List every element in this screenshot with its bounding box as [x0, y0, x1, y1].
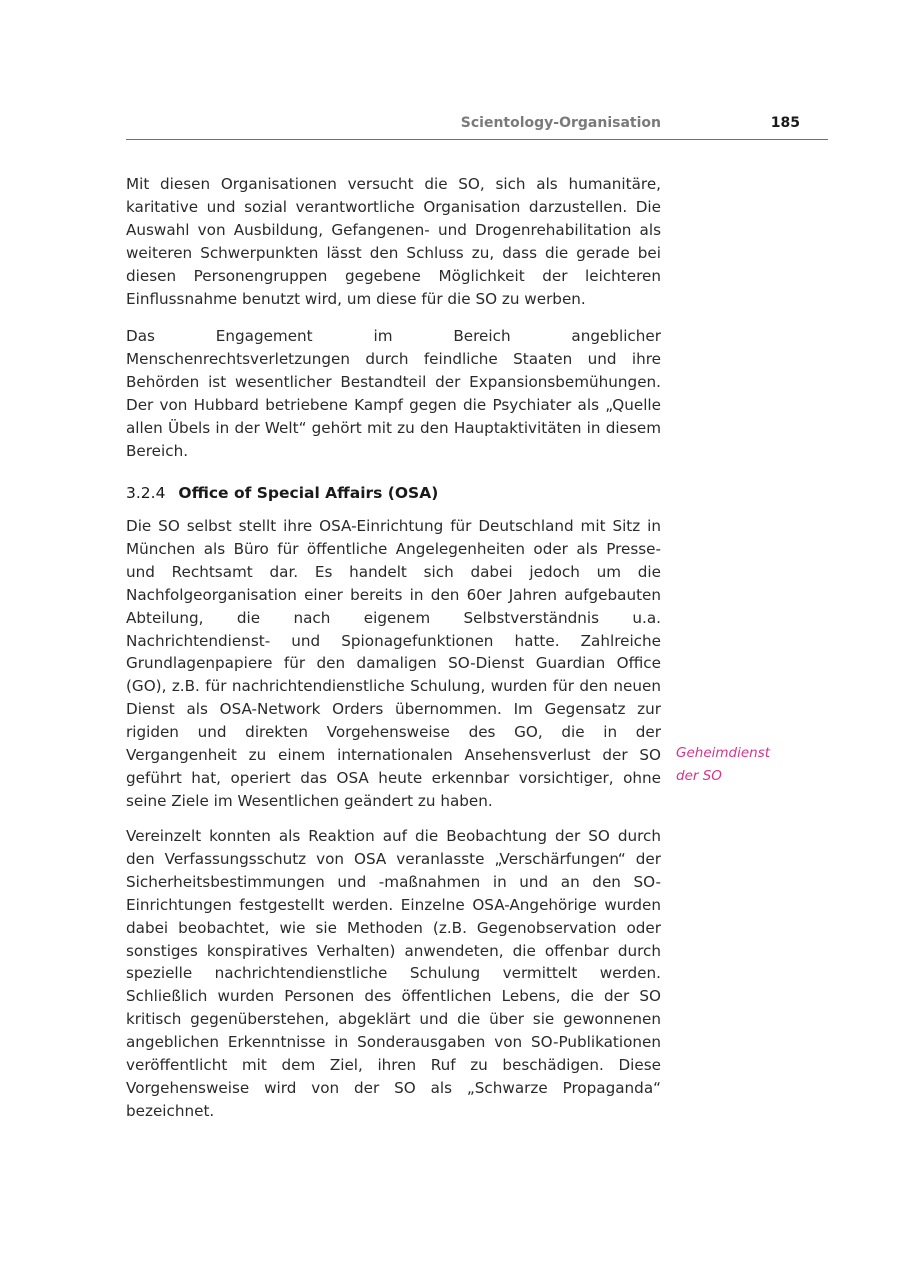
page-header [126, 113, 828, 140]
paragraph-organisations: Mit diesen Organisationen versucht die SO, sich als humanitäre, karitative und sozial verantwortliche Organisation darzustellen. Die Auswahl von Ausbildung, Gefangenen- und Drogenrehabilitation als weiteren Schwerpunkten lässt den Schluss zu, dass die gerade bei diesen Personengruppen gegebene Möglichkeit der leichteren Einflussnahme benutzt wird, um diese für die SO zu werben. [126, 175, 661, 308]
section-heading [126, 481, 661, 505]
margin-note-line-2: der SO [676, 767, 722, 784]
paragraph-osa-description: Die SO selbst stellt ihre OSA-Einrichtung für Deutschland mit Sitz in München als Büro für öffentliche Angelegenheiten oder als Presse- und Rechtsamt dar. Es handelt sich dabei jedoch um die Nachfolgeorganisation einer bereits in den 60er Jahren aufgebauten Abteilung, die nach eigenem Selbstverständnis u.a. Nachrichtendienst- und Spionagefunktionen hatte. Zahlreiche Grundlagenpapiere für den damaligen SO-Dienst Guardian Office (GO), z.B. für nachrichtendienstliche Schulung, wurden für den neuen Dienst als OSA-Network Orders übernommen. Im Gegensatz zur rigiden und direkten Vorgehensweise des GO, die in der Vergangenheit zu einem internationalen Ansehensverlust der SO geführt hat, operiert das OSA heute erkennbar vorsichtiger, ohne seine Ziele im Wesentlichen geändert zu haben. [126, 517, 661, 810]
page-number: 185 [770, 115, 800, 131]
paragraph-osa-methods: Vereinzelt konnten als Reaktion auf die Beobachtung der SO durch den Verfassungsschutz von OSA veranlasste „Verschärfungen“ der Sicherheitsbestimmungen und -maßnahmen in und an den SO-Einrichtungen festgestellt werden. Einzelne OSA-Angehörige wurden dabei beobachtet, wie sie Methoden (z.B. Gegenobservation oder sonstiges konspiratives Verhalten) anwendeten, die offenbar durch spezielle nachrichtendienstliche Schulung vermittelt werden. Schließlich wurden Personen des öffentlichen Lebens, die der SO kritisch gegenüberstehen, abgeklärt und die über sie gewonnenen angeblichen Erkenntnisse in Sonderausgaben von SO-Publikationen veröffentlicht mit dem Ziel, ihren Ruf zu beschädigen. Diese Vorgehensweise wird von der SO als „Schwarze Propaganda“ bezeichnet. [126, 827, 661, 1120]
running-title: Scientology-Organisation [460, 115, 661, 131]
paragraph-human-rights: Das Engagement im Bereich angeblicher Menschenrechtsverletzungen durch feindliche Staaten und ihre Behörden ist wesentlicher Bestandteil der Expansionsbemühungen. Der von Hubbard betriebene Kampf gegen die Psychiater als „Quelle allen Übels in der Welt“ gehört mit zu den Hauptaktivitäten in diesem Bereich. [126, 327, 661, 460]
margin-note [676, 742, 806, 787]
section-title: Office of Special Affairs (OSA) [178, 484, 439, 502]
section-number: 3.2.4 [126, 484, 166, 502]
margin-note-line-1: Geheimdienst [676, 745, 771, 761]
